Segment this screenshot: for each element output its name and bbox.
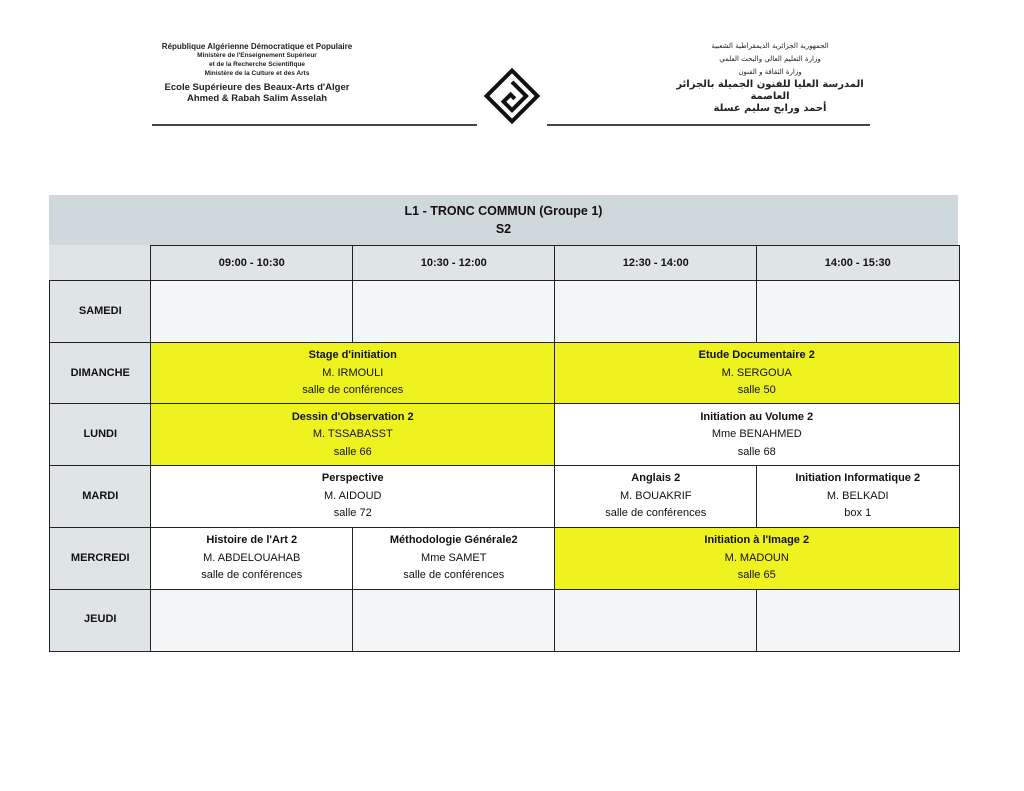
room: salle de conférences bbox=[403, 569, 505, 582]
ministry-fr-3: Ministère de la Culture et des Arts bbox=[204, 70, 310, 77]
empty-cell bbox=[150, 280, 354, 343]
letterhead bbox=[152, 36, 870, 140]
ministry-ar-2: وزارة الثقافة و الفنون bbox=[738, 68, 802, 76]
day-label: MERCREDI bbox=[70, 551, 130, 564]
letterhead-right bbox=[670, 40, 870, 115]
teacher-name: Mme SAMET bbox=[421, 551, 487, 564]
room: salle 66 bbox=[333, 445, 372, 458]
day-label: LUNDI bbox=[83, 428, 118, 441]
ministry-fr-1: Ministère de l'Enseignement Supérieur bbox=[197, 52, 317, 59]
room: salle 68 bbox=[737, 445, 776, 458]
day-label-cell bbox=[49, 589, 152, 652]
school-fr-names: Ahmed & Rabah Salim Asselah bbox=[186, 93, 328, 104]
header-corner bbox=[49, 245, 150, 280]
empty-cell bbox=[554, 280, 758, 343]
course-name: Histoire de l'Art 2 bbox=[206, 534, 298, 547]
empty-cell bbox=[352, 589, 556, 652]
course-cell bbox=[554, 403, 960, 466]
time-slot-label: 14:00 - 15:30 bbox=[824, 256, 891, 269]
course-cell bbox=[554, 465, 758, 528]
course-name: Perspective bbox=[321, 472, 384, 485]
day-label: JEUDI bbox=[84, 613, 117, 626]
teacher-name: M. SERGOUA bbox=[721, 366, 792, 379]
day-label-cell bbox=[49, 280, 152, 343]
course-cell bbox=[554, 527, 960, 590]
course-name: Anglais 2 bbox=[631, 472, 681, 485]
divider bbox=[547, 124, 870, 126]
course-name: Etude Documentaire 2 bbox=[698, 349, 815, 362]
room: salle de conférences bbox=[201, 569, 303, 582]
room: salle de conférences bbox=[302, 384, 404, 397]
school-ar-names: أحمد ورابح سليم عسلة bbox=[713, 103, 827, 114]
day-label: SAMEDI bbox=[78, 304, 122, 317]
time-slot-label: 12:30 - 14:00 bbox=[622, 256, 689, 269]
course-name: Initiation au Volume 2 bbox=[700, 410, 814, 423]
teacher-name: M. IRMOULI bbox=[322, 366, 384, 379]
teacher-name: M. MADOUN bbox=[724, 551, 789, 564]
timetable bbox=[49, 195, 958, 650]
school-ar: المدرسة العليا للفنون الجميلة بالجزائر العاصمة bbox=[676, 79, 864, 102]
time-slot-header bbox=[352, 245, 556, 282]
room: salle de conférences bbox=[605, 507, 707, 520]
empty-cell bbox=[352, 280, 556, 343]
time-slot-header bbox=[554, 245, 758, 282]
time-slot-header bbox=[756, 245, 960, 282]
day-label-cell bbox=[49, 342, 152, 405]
republic-fr: République Algérienne Démocratique et Populaire bbox=[161, 42, 353, 51]
empty-cell bbox=[756, 589, 960, 652]
course-cell bbox=[150, 342, 556, 405]
empty-cell bbox=[150, 589, 354, 652]
course-name: Stage d'initiation bbox=[308, 349, 397, 362]
day-label: DIMANCHE bbox=[70, 366, 130, 379]
empty-cell bbox=[554, 589, 758, 652]
school-fr: Ecole Supérieure des Beaux-Arts d'Alger bbox=[164, 82, 350, 93]
day-label-cell bbox=[49, 527, 152, 590]
program-title: L1 - TRONC COMMUN (Groupe 1) bbox=[404, 204, 603, 218]
republic-ar: الجمهورية الجزائرية الديمقراطية الشعبية bbox=[711, 42, 829, 50]
day-label-cell bbox=[49, 403, 152, 466]
room: salle 72 bbox=[333, 507, 372, 520]
teacher-name: M. BELKADI bbox=[826, 489, 889, 502]
room: box 1 bbox=[844, 507, 872, 520]
course-cell bbox=[150, 465, 556, 528]
course-name: Dessin d'Observation 2 bbox=[291, 410, 414, 423]
day-label-cell bbox=[49, 465, 152, 528]
timetable-title bbox=[49, 195, 958, 245]
teacher-name: M. AIDOUD bbox=[324, 489, 382, 502]
school-logo-icon bbox=[482, 66, 542, 126]
course-name: Initiation à l'Image 2 bbox=[704, 534, 810, 547]
time-slot-header bbox=[150, 245, 354, 282]
course-cell bbox=[150, 403, 556, 466]
ministry-fr-2: et de la Recherche Scientifique bbox=[208, 61, 306, 68]
time-slot-label: 10:30 - 12:00 bbox=[420, 256, 487, 269]
course-cell bbox=[756, 465, 960, 528]
course-cell bbox=[554, 342, 960, 405]
teacher-name: M. TSSABASST bbox=[312, 428, 393, 441]
day-label: MARDI bbox=[82, 489, 119, 502]
teacher-name: M. ABDELOUAHAB bbox=[203, 551, 301, 564]
letterhead-left bbox=[152, 42, 362, 104]
empty-cell bbox=[756, 280, 960, 343]
teacher-name: M. BOUAKRIF bbox=[619, 489, 692, 502]
ministry-ar-1: وزارة التعليم العالي والبحث العلمي bbox=[719, 55, 821, 63]
room: salle 50 bbox=[737, 384, 776, 397]
course-cell bbox=[150, 527, 354, 590]
time-slot-label: 09:00 - 10:30 bbox=[218, 256, 285, 269]
course-cell bbox=[352, 527, 556, 590]
course-name: Initiation Informatique 2 bbox=[795, 472, 921, 485]
room: salle 65 bbox=[737, 569, 776, 582]
semester: S2 bbox=[495, 222, 512, 236]
course-name: Méthodologie Générale2 bbox=[389, 534, 518, 547]
divider bbox=[152, 124, 477, 126]
teacher-name: Mme BENAHMED bbox=[711, 428, 802, 441]
